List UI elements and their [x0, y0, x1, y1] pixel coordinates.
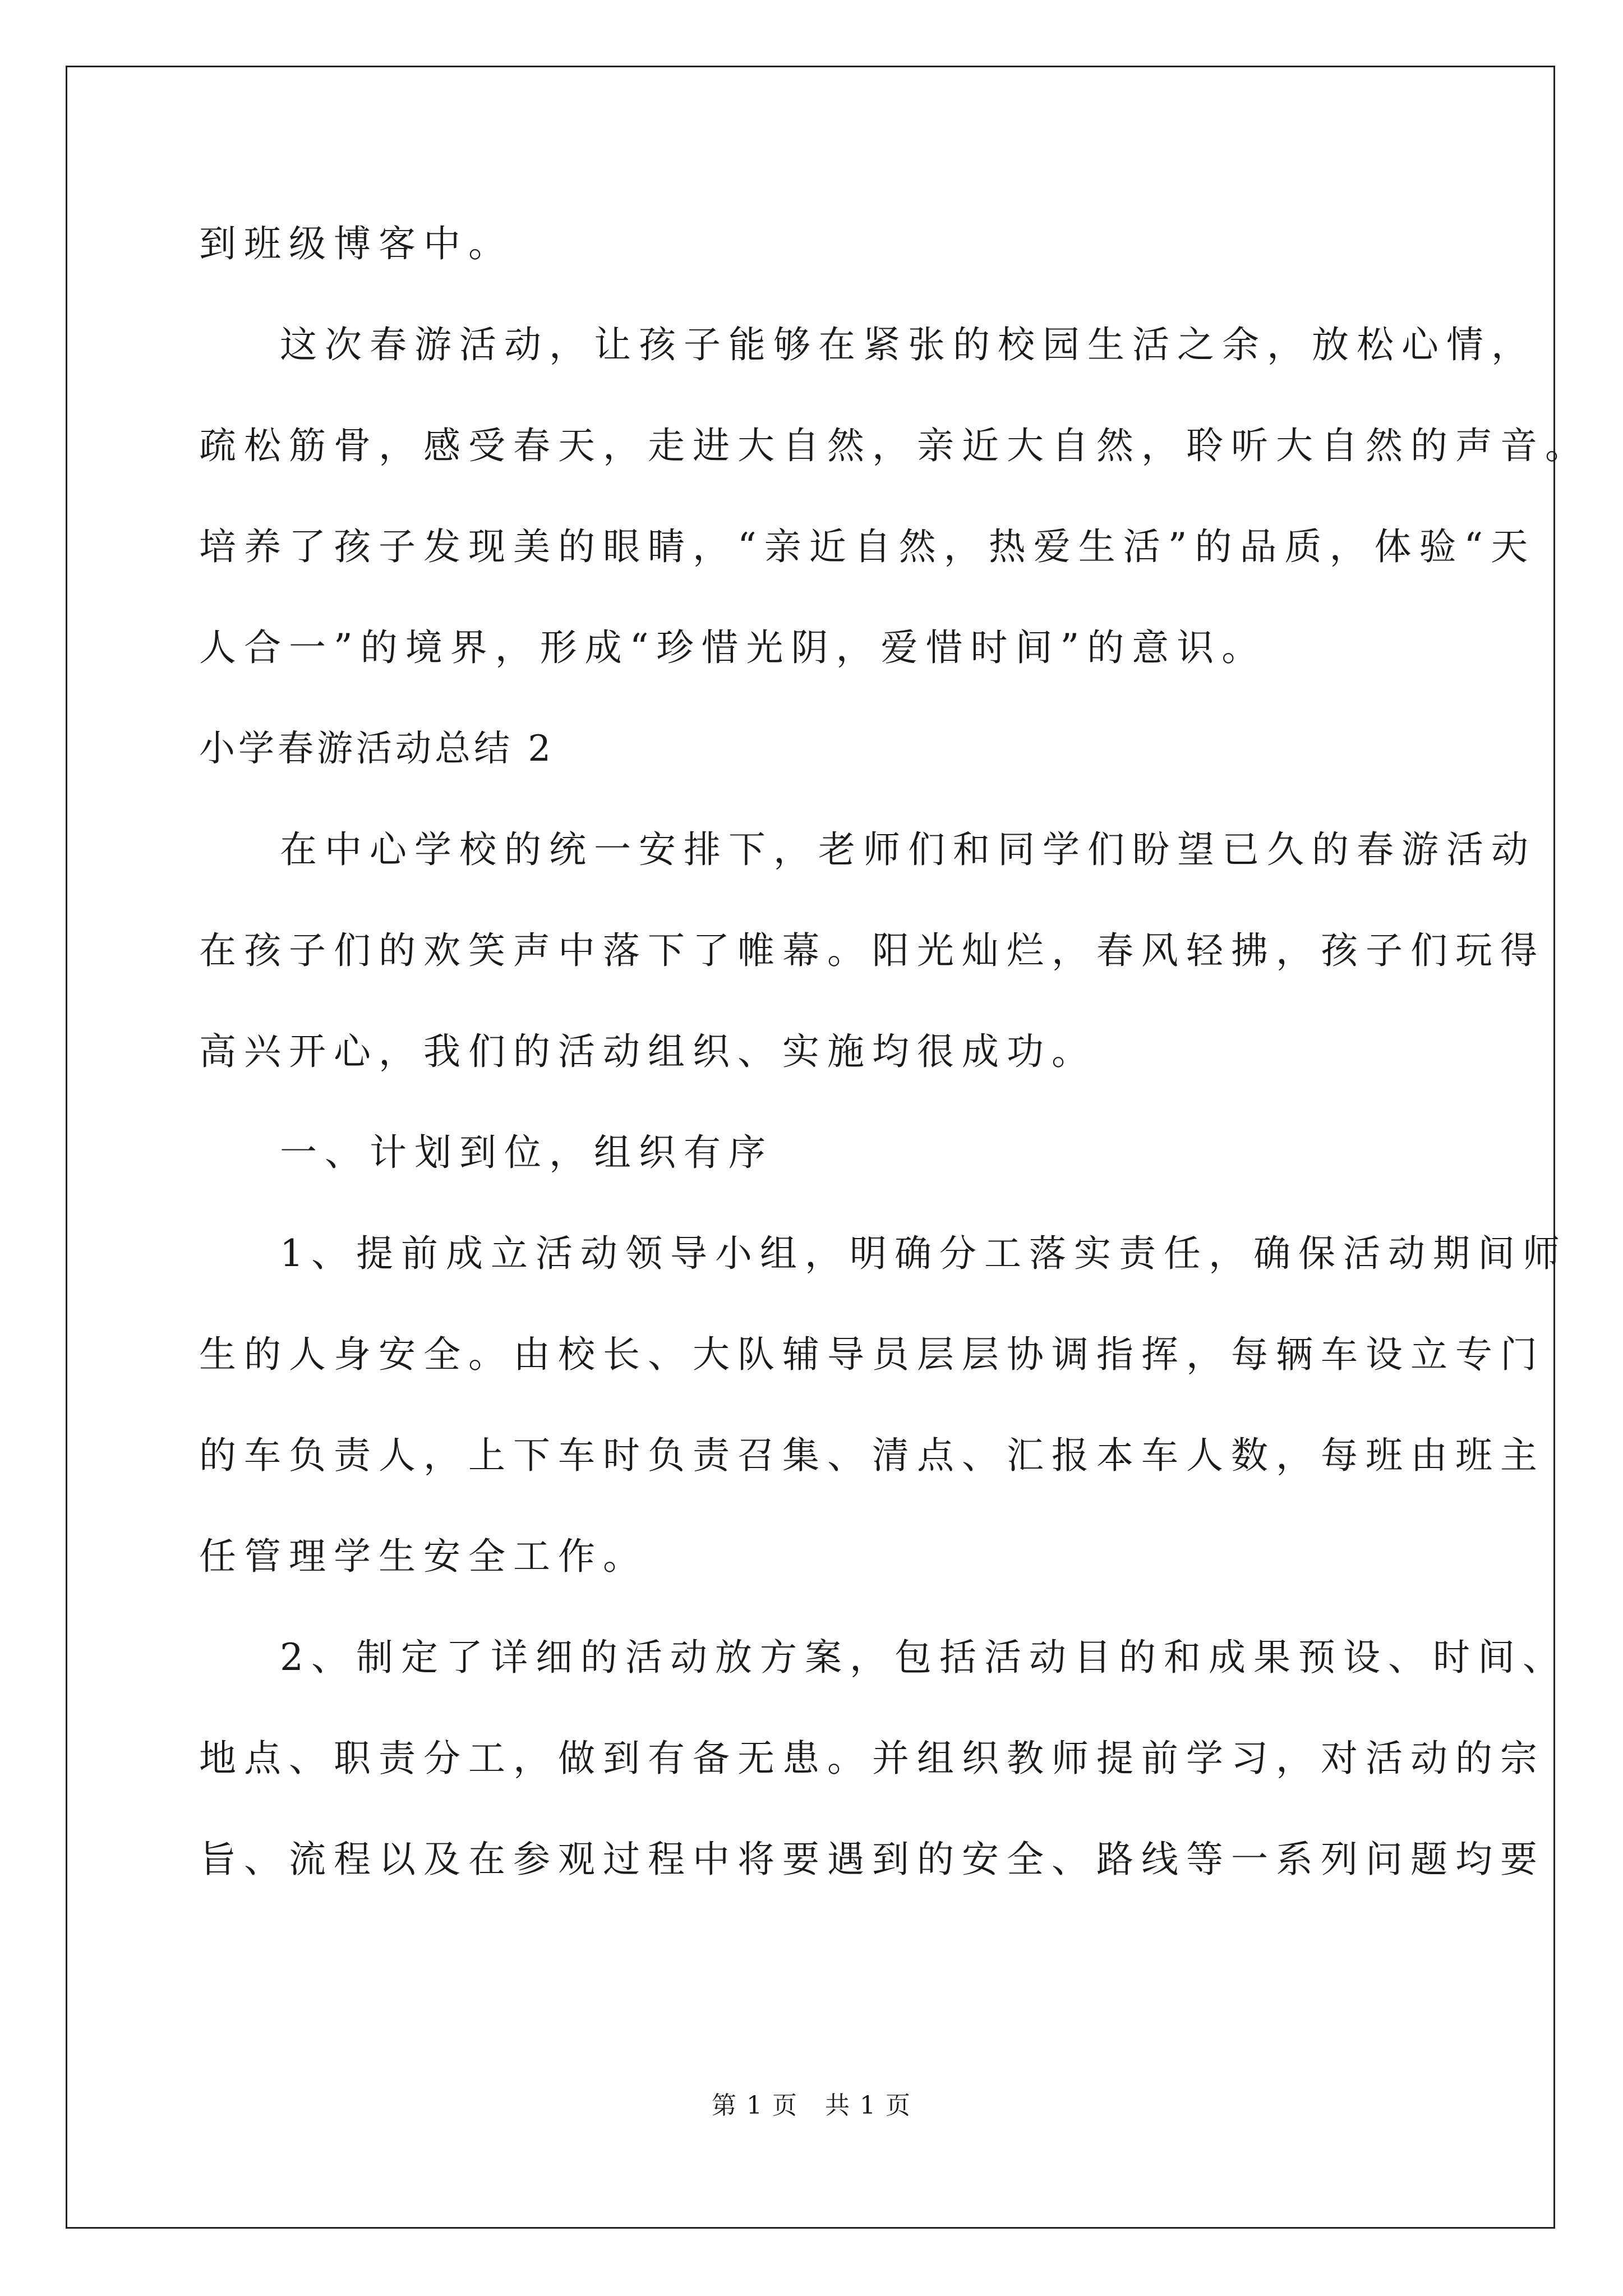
body-line: 疏松筋骨，感受春天，走进大自然，亲近大自然，聆听大自然的声音。 — [199, 424, 1590, 467]
body-line: 的车负责人，上下车时负责召集、清点、汇报本车人数，每班由班主 — [199, 1434, 1545, 1477]
paragraph-line: 2、制定了详细的活动放方案，包括活动目的和成果预设、时间、 — [280, 1636, 1567, 1679]
body-line: 任管理学生安全工作。 — [199, 1535, 648, 1578]
page-footer — [0, 2085, 1623, 2121]
section-title: 小学春游活动总结 2 — [199, 728, 555, 770]
subheading: 一、计划到位，组织有序 — [280, 1131, 773, 1174]
paragraph-line: 在中心学校的统一安排下，老师们和同学们盼望已久的春游活动 — [280, 828, 1536, 871]
body-line: 地点、职责分工，做到有备无患。并组织教师提前学习，对活动的宗 — [199, 1737, 1545, 1780]
body-line: 旨、流程以及在参观过程中将要遇到的安全、路线等一系列问题均要 — [199, 1838, 1545, 1881]
body-line: 在孩子们的欢笑声中落下了帷幕。阳光灿烂，春风轻拂，孩子们玩得 — [199, 929, 1545, 972]
paragraph-line: 1、提前成立活动领导小组，明确分工落实责任，确保活动期间师 — [280, 1232, 1567, 1275]
body-line: 到班级博客中。 — [199, 222, 513, 265]
body-line: 高兴开心，我们的活动组织、实施均很成功。 — [199, 1030, 1096, 1073]
body-line: 生的人身安全。由校长、大队辅导员层层协调指挥，每辆车设立专门 — [199, 1333, 1545, 1376]
body-line: 人合一”的境界，形成“珍惜光阴，爱惜时间”的意识。 — [199, 626, 1267, 669]
document-body — [199, 216, 1590, 1932]
page-number: 第 1 页 — [712, 2091, 798, 2120]
body-line: 培养了孩子发现美的眼睛，“亲近自然，热爱生活”的品质，体验“天 — [199, 525, 1536, 568]
page-total: 共 1 页 — [825, 2091, 911, 2120]
paragraph-line: 这次春游活动，让孩子能够在紧张的校园生活之余，放松心情， — [280, 323, 1536, 366]
